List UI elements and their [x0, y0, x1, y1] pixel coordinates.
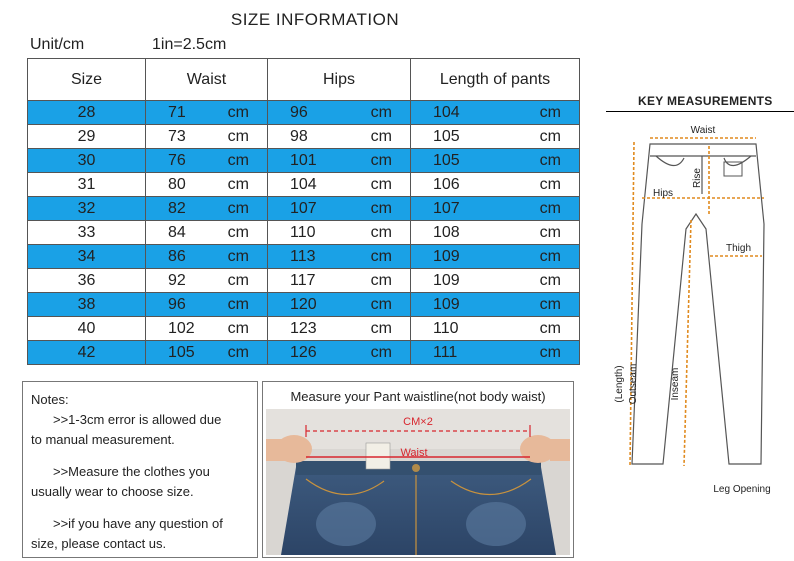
cell-size: 40: [28, 317, 146, 341]
cell-size: 34: [28, 245, 146, 269]
cell-size: 33: [28, 221, 146, 245]
measure-label: CM×2: [403, 416, 433, 428]
cell-length-value: 107: [433, 199, 460, 217]
cell-waist: [146, 101, 268, 125]
table-row: [28, 101, 580, 125]
cell-waist: [146, 245, 268, 269]
cell-length-value: 106: [433, 175, 460, 193]
waist-guide-label: Waist: [690, 125, 716, 136]
unit-label: Unit/cm: [30, 36, 85, 53]
cell-size: 38: [28, 293, 146, 317]
cell-waist-unit: cm: [227, 247, 249, 265]
cell-hips-value: 126: [290, 343, 317, 361]
cell-hips: [268, 149, 411, 173]
table-row: [28, 125, 580, 149]
cell-size: 31: [28, 173, 146, 197]
column-header-waist: Waist: [146, 59, 268, 101]
cell-hips: [268, 293, 411, 317]
cell-length: [411, 341, 580, 365]
table-row: [28, 149, 580, 173]
cell-length-value: 105: [433, 127, 460, 145]
outseam-guide-label: Outseam: [628, 363, 639, 405]
cell-hips-value: 110: [290, 223, 316, 241]
thigh-guide-label: Thigh: [726, 243, 752, 254]
rise-guide-label: Rise: [692, 167, 703, 189]
cell-length-value: 110: [433, 319, 459, 337]
cell-waist: [146, 125, 268, 149]
leg-opening-guide-label: Leg Opening: [713, 484, 771, 494]
cell-hips-value: 98: [290, 127, 308, 145]
cell-length-unit: cm: [539, 175, 561, 193]
notes-title: Notes:: [31, 392, 69, 407]
note-line: >>Measure the clothes you: [53, 464, 210, 479]
cell-hips-unit: cm: [370, 247, 392, 265]
cell-waist: [146, 197, 268, 221]
column-header-length: Length of pants: [411, 59, 580, 101]
cell-hips: [268, 245, 411, 269]
key-measurements-title: KEY MEASUREMENTS: [638, 94, 773, 108]
hips-guide-label: Hips: [653, 188, 674, 199]
table-row: [28, 341, 580, 365]
cell-size: 30: [28, 149, 146, 173]
cell-hips-unit: cm: [370, 199, 392, 217]
cell-hips: [268, 125, 411, 149]
table-row: [28, 293, 580, 317]
cell-waist-unit: cm: [227, 151, 249, 169]
cell-waist: [146, 149, 268, 173]
cell-waist-value: 92: [168, 271, 186, 289]
cell-length: [411, 125, 580, 149]
size-table: [27, 58, 580, 365]
cell-length-unit: cm: [539, 247, 561, 265]
note-line: to manual measurement.: [31, 432, 175, 447]
cell-hips-value: 101: [290, 151, 317, 169]
cell-waist-value: 96: [168, 295, 186, 313]
cell-size: 29: [28, 125, 146, 149]
cell-hips-unit: cm: [370, 103, 392, 121]
cell-hips: [268, 173, 411, 197]
cell-size: 42: [28, 341, 146, 365]
cell-length-unit: cm: [539, 319, 561, 337]
key-divider: [606, 111, 794, 112]
cell-size: 28: [28, 101, 146, 125]
pants-outline-icon: [632, 144, 764, 464]
cell-hips-unit: cm: [370, 151, 392, 169]
inseam-guide-label: Inseam: [670, 367, 681, 401]
page-title: SIZE INFORMATION: [230, 10, 400, 29]
cell-length: [411, 245, 580, 269]
cell-hips: [268, 317, 411, 341]
cell-waist-unit: cm: [227, 223, 249, 241]
cell-waist-value: 82: [168, 199, 186, 217]
cell-hips-value: 113: [290, 247, 316, 265]
cell-length-value: 105: [433, 151, 460, 169]
cell-waist: [146, 269, 268, 293]
cell-hips-value: 107: [290, 199, 317, 217]
cell-waist-value: 102: [168, 319, 195, 337]
note-line: size, please contact us.: [31, 536, 167, 551]
table-row: [28, 221, 580, 245]
cell-hips-value: 120: [290, 295, 317, 313]
cell-hips-value: 104: [290, 175, 317, 193]
cell-length-unit: cm: [539, 295, 561, 313]
column-header-hips: Hips: [268, 59, 411, 101]
conversion-label: 1in=2.5cm: [152, 36, 227, 53]
cell-length-value: 109: [433, 295, 460, 313]
note-line: usually wear to choose size.: [31, 484, 194, 499]
table-row: [28, 197, 580, 221]
cell-length: [411, 101, 580, 125]
cell-waist-unit: cm: [227, 295, 249, 313]
cell-waist-value: 76: [168, 151, 186, 169]
cell-hips-unit: cm: [370, 271, 392, 289]
cell-hips-value: 117: [290, 271, 316, 289]
cell-length: [411, 173, 580, 197]
pants-measurement-diagram: [606, 114, 794, 494]
cell-hips-unit: cm: [370, 295, 392, 313]
cell-length: [411, 269, 580, 293]
cell-length-unit: cm: [539, 103, 561, 121]
photo-caption: Measure your Pant waistline(not body waist): [290, 389, 546, 404]
waist-label: Waist: [400, 447, 428, 459]
cell-hips-unit: cm: [370, 319, 392, 337]
cell-length-value: 104: [433, 103, 460, 121]
cell-hips-unit: cm: [370, 127, 392, 145]
waistline-photo-panel: [262, 381, 574, 558]
table-row: [28, 173, 580, 197]
cell-length-value: 108: [433, 223, 460, 241]
cell-length: [411, 197, 580, 221]
cell-waist-value: 80: [168, 175, 186, 193]
cell-hips-value: 123: [290, 319, 317, 337]
cell-hips: [268, 101, 411, 125]
cell-hips: [268, 341, 411, 365]
table-row: [28, 317, 580, 341]
cell-size: 36: [28, 269, 146, 293]
cell-hips: [268, 221, 411, 245]
column-header-size: Size: [28, 59, 146, 101]
cell-waist-value: 84: [168, 223, 186, 241]
cell-length-value: 109: [433, 271, 460, 289]
cell-waist-value: 71: [168, 103, 186, 121]
cell-hips-unit: cm: [370, 175, 392, 193]
note-line: >>if you have any question of: [53, 516, 223, 531]
length-guide-label: (Length): [614, 365, 625, 403]
table-row: [28, 245, 580, 269]
cell-size: 32: [28, 197, 146, 221]
cell-length-unit: cm: [539, 271, 561, 289]
cell-waist-unit: cm: [227, 319, 249, 337]
cell-length-unit: cm: [539, 223, 561, 241]
table-header-row: [28, 59, 580, 101]
cell-length-unit: cm: [539, 151, 561, 169]
cell-hips: [268, 269, 411, 293]
cell-waist: [146, 221, 268, 245]
cell-waist-unit: cm: [227, 175, 249, 193]
cell-length-value: 109: [433, 247, 460, 265]
cell-waist-unit: cm: [227, 199, 249, 217]
jeans-waistline-photo: [266, 409, 570, 555]
cell-waist-value: 73: [168, 127, 186, 145]
cell-waist-unit: cm: [227, 271, 249, 289]
cell-waist: [146, 341, 268, 365]
cell-length: [411, 317, 580, 341]
cell-hips-unit: cm: [370, 343, 392, 361]
cell-length-value: 111: [433, 343, 458, 361]
cell-waist-unit: cm: [227, 103, 249, 121]
notes-box: [22, 381, 258, 558]
cell-waist-unit: cm: [227, 343, 249, 361]
cell-hips: [268, 197, 411, 221]
cell-length: [411, 221, 580, 245]
cell-length-unit: cm: [539, 199, 561, 217]
cell-waist-unit: cm: [227, 127, 249, 145]
cell-hips-unit: cm: [370, 223, 392, 241]
cell-length: [411, 293, 580, 317]
table-row: [28, 269, 580, 293]
cell-waist: [146, 317, 268, 341]
cell-waist: [146, 173, 268, 197]
cell-hips-value: 96: [290, 103, 308, 121]
cell-length-unit: cm: [539, 127, 561, 145]
cell-waist-value: 86: [168, 247, 186, 265]
cell-length: [411, 149, 580, 173]
note-line: >>1-3cm error is allowed due: [53, 412, 222, 427]
cell-waist: [146, 293, 268, 317]
cell-length-unit: cm: [539, 343, 561, 361]
cell-waist-value: 105: [168, 343, 195, 361]
